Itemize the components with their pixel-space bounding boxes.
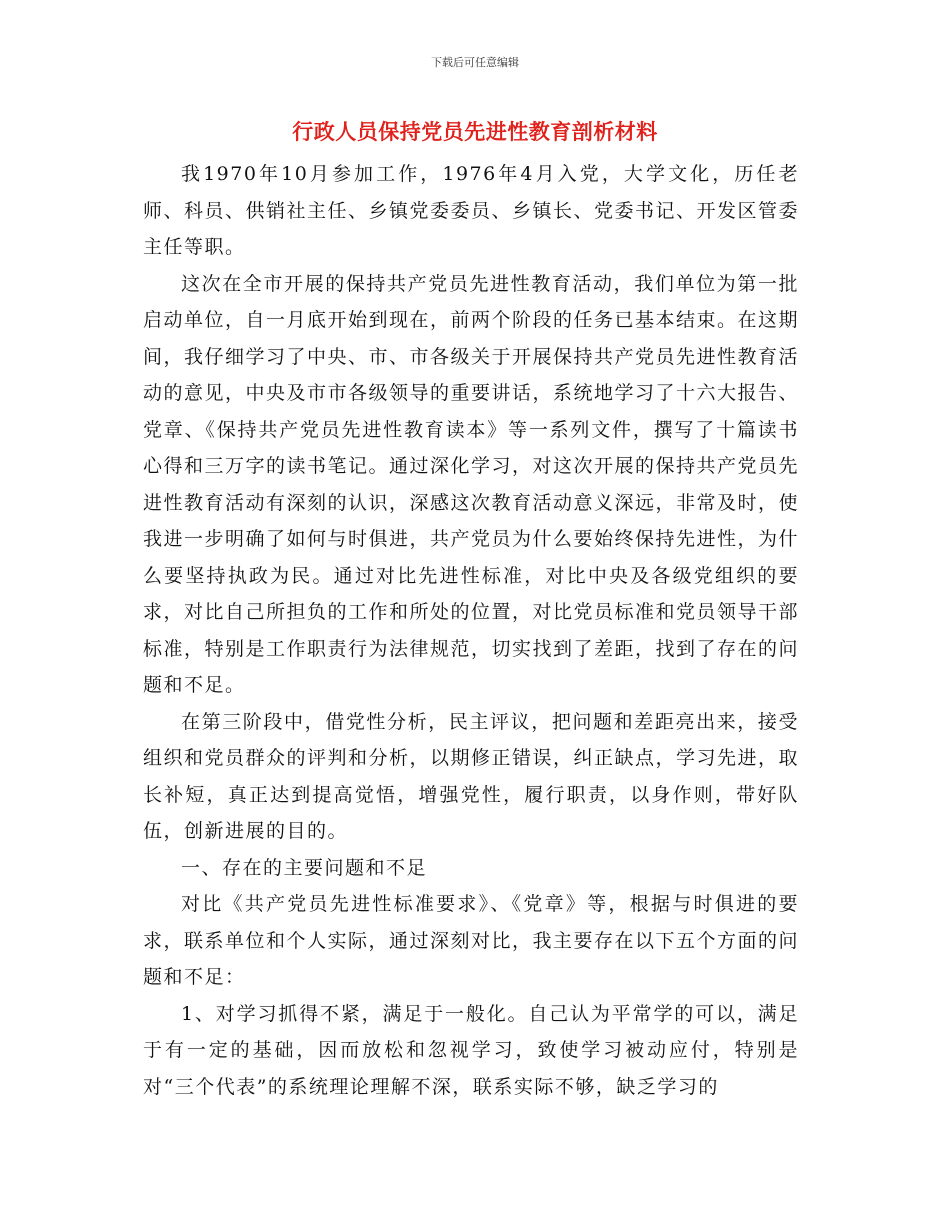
paragraph-stage-three: 在第三阶段中，借党性分析，民主评议，把问题和差距亮出来，接受组织和党员群众的评判和分析，以期修正错误，纠正缺点，学习先进，取长补短，真正达到提高觉悟，增强党性，履行职责，以身作则，带好队伍，创新进展的目的。 <box>143 710 800 842</box>
header-note: 下载后可任意编辑 <box>431 56 519 69</box>
paragraph-intro: 我1970年10月参加工作，1976年4月入党，大学文化，历任老师、科员、供销社主任、乡镇党委委员、乡镇长、党委书记、开发区管委主任等职。 <box>143 163 800 258</box>
paragraph-comparison: 对比《共产党员先进性标准要求》、《党章》等，根据与时俱进的要求，联系单位和个人实际，通过深刻对比，我主要存在以下五个方面的问题和不足： <box>143 893 800 988</box>
paragraph-study: 这次在全市开展的保持共产党员先进性教育活动，我们单位为第一批启动单位，自一月底开始到现在，前两个阶段的任务已基本结束。在这期间，我仔细学习了中央、市、市各级关于开展保持共产党员先进性教育活动的意见，中央及市市各级领导的重要讲话，系统地学习了十六大报告、党章、《保持共产党员先进性教育读本》等一系列文件，撰写了十篇读书心得和三万字的读书笔记。通过深化学习，对这次开展的保持共产党员先进性教育活动有深刻的认识，深感这次教育活动意义深远，非常及时，使我进一步明确了如何与时俱进，共产党员为什么要始终保持先进性，为什么要坚持执政为民。通过对比先进性标准，对比中央及各级党组织的要求，对比自己所担负的工作和所处的位置，对比党员标准和党员领导干部标准，特别是工作职责行为法律规范，切实找到了差距，找到了存在的问题和不足。 <box>143 272 800 696</box>
section-heading: 一、存在的主要问题和不足 <box>181 856 428 879</box>
paragraph-point-one: 1、对学习抓得不紧，满足于一般化。自己认为平常学的可以，满足于有一定的基础，因而放松和忽视学习，致使学习被动应付，特别是对“三个代表”的系统理论理解不深，联系实际不够，缺乏学习的 <box>143 1002 799 1098</box>
document-title: 行政人员保持党员先进性教育剖析材料 <box>292 119 658 144</box>
document-body <box>143 156 799 1105</box>
